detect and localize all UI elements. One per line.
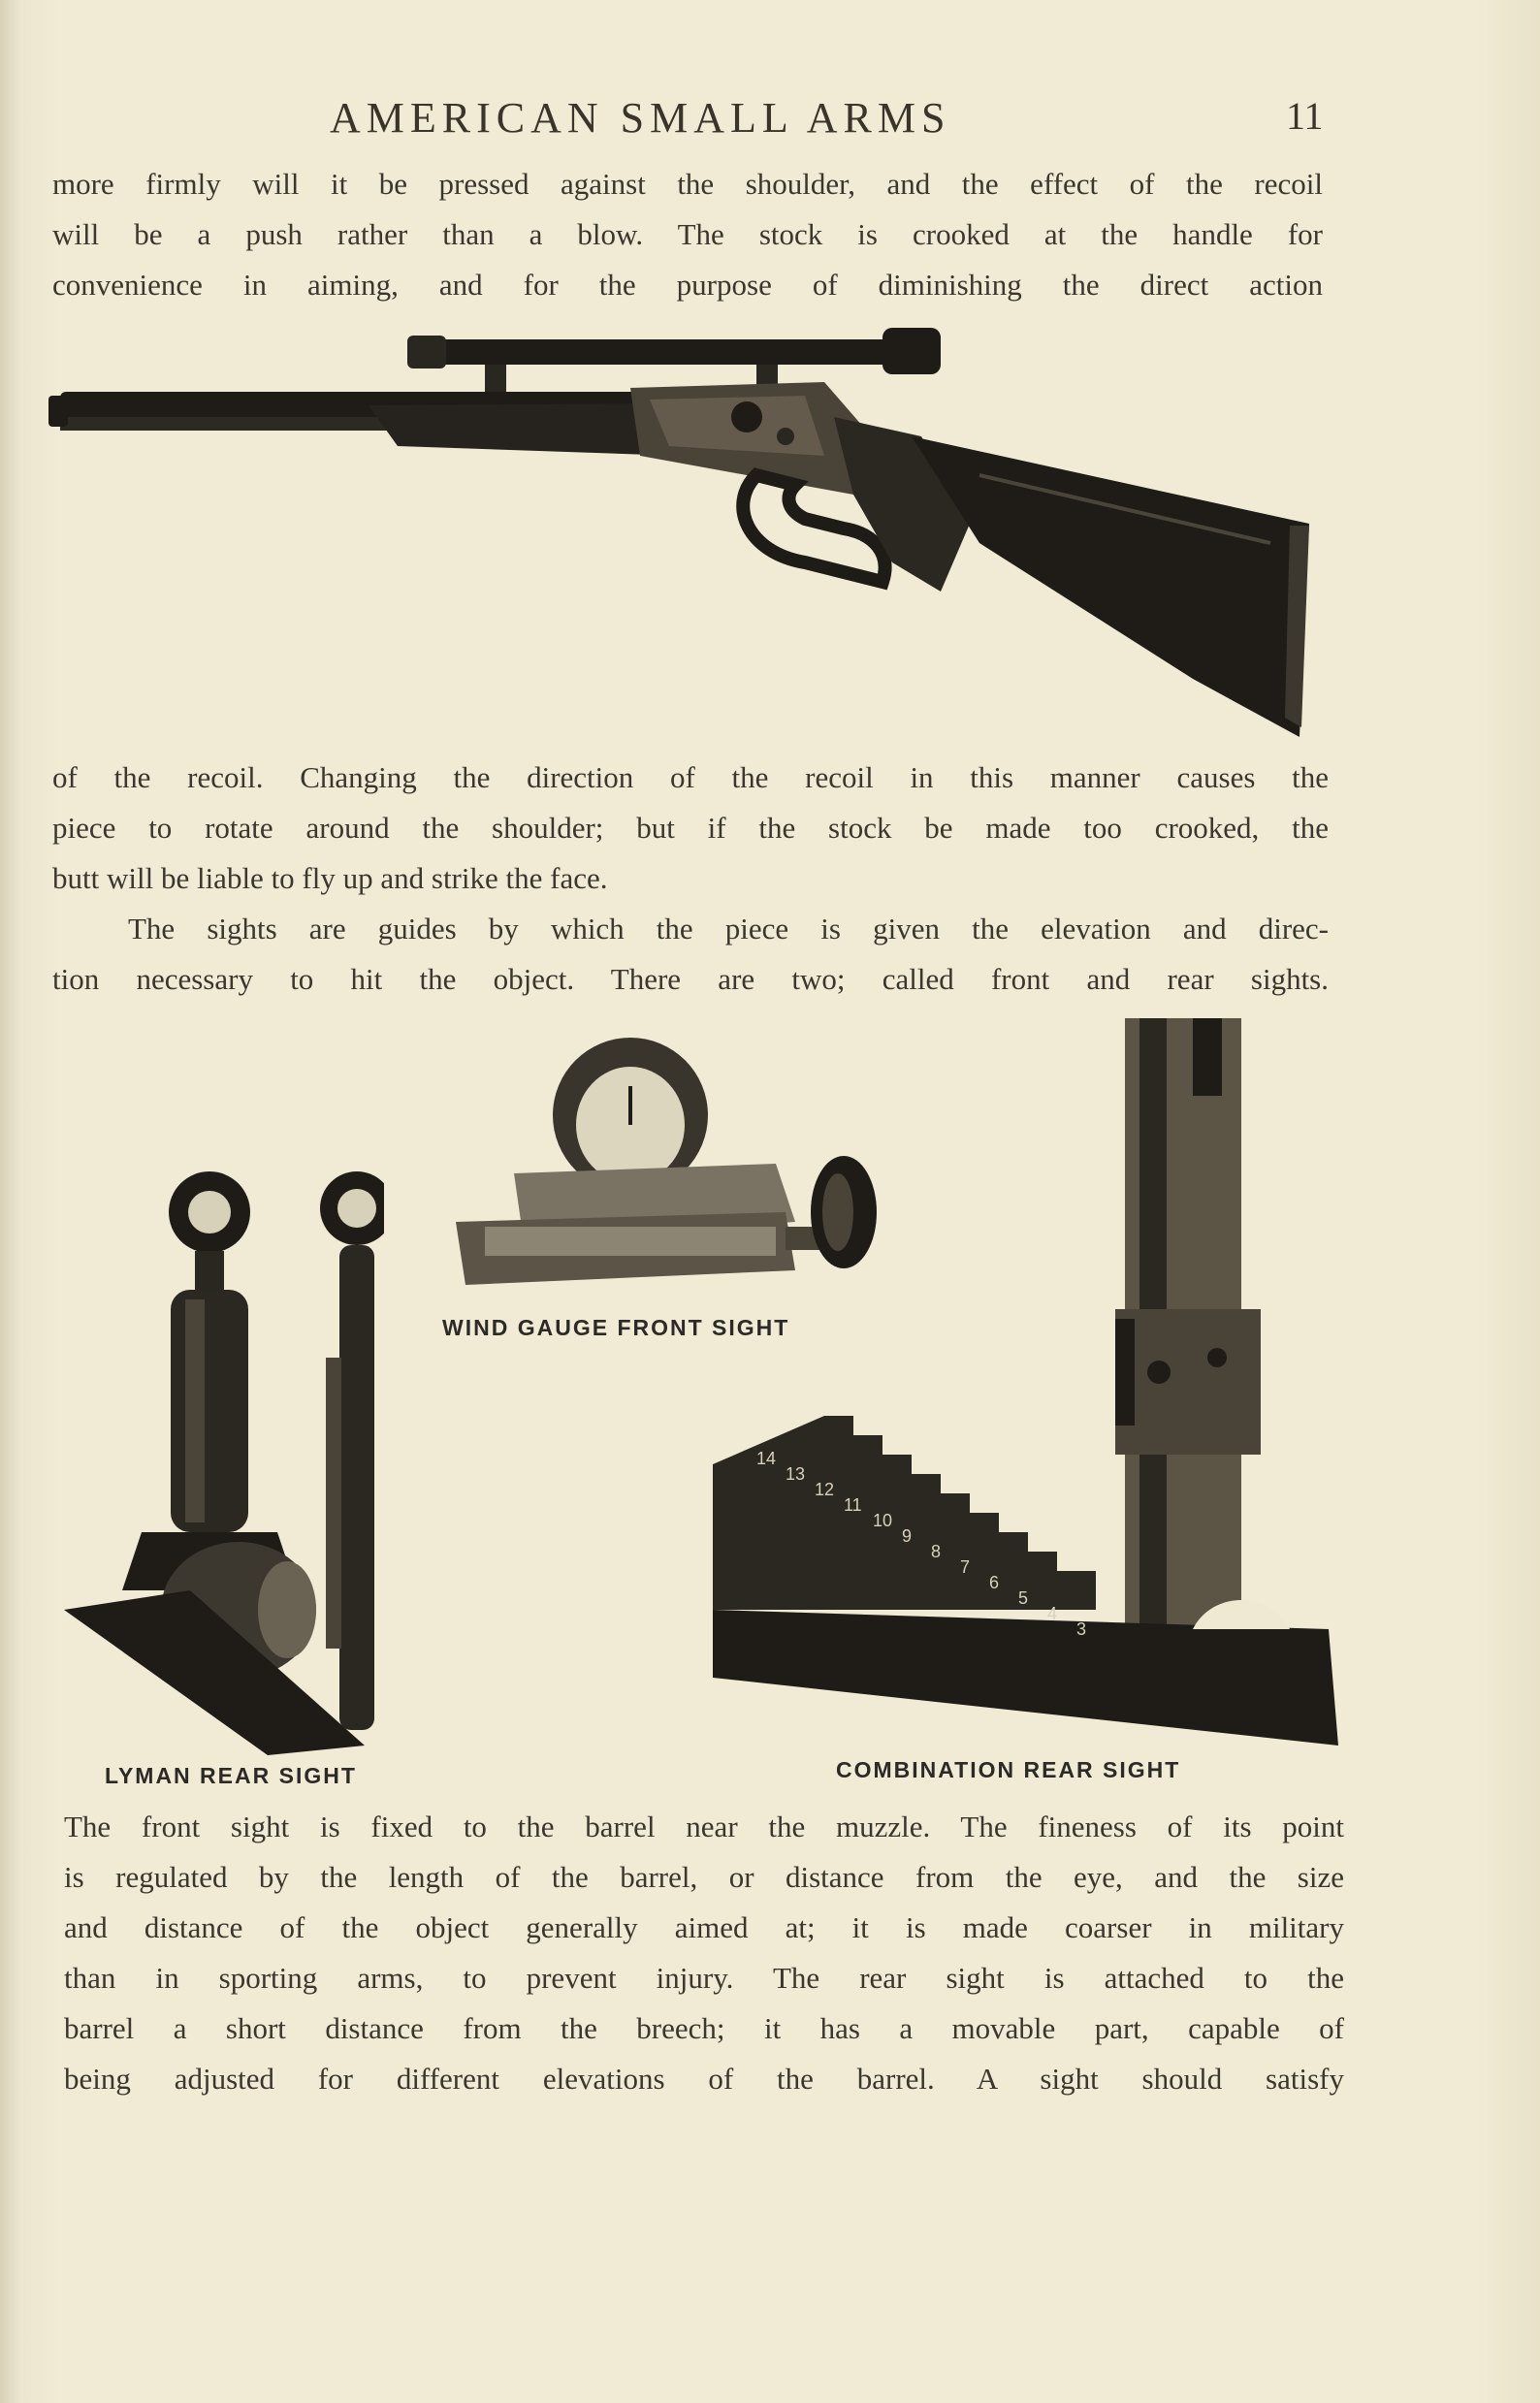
caption-lyman-rear-sight: LYMAN REAR SIGHT: [105, 1763, 357, 1788]
scale-mark: 4: [1047, 1604, 1058, 1623]
scale-mark: 7: [960, 1557, 971, 1577]
text-line: The sights are guides by which the piece is given the elevation and direc-: [128, 912, 1329, 945]
text-line: The front sight is fixed to the barrel near the muzzle. The fineness of its point: [64, 1810, 1344, 1843]
text-line: more firmly will it be pressed against the shoulder, and the effect of the recoil: [52, 167, 1323, 201]
text-line: than in sporting arms, to prevent injury. The rear sight is attached to the: [64, 1961, 1344, 1995]
text-line: is regulated by the length of the barrel, or distance from the eye, and the size: [64, 1860, 1344, 1894]
scale-mark: 11: [844, 1495, 862, 1515]
paragraph-block-1: [52, 159, 1323, 310]
scale-mark: 6: [989, 1573, 1000, 1592]
paragraph-block-3: [52, 904, 1329, 1005]
scale-mark: 10: [873, 1511, 893, 1530]
text-line: and distance of the object generally aimed at; it is made coarser in military: [64, 1910, 1344, 1944]
text-line: tion necessary to hit the object. There are two; called front and rear sights.: [52, 962, 1329, 996]
text-line: will be a push rather than a blow. The stock is crooked at the handle for: [52, 217, 1323, 251]
scale-mark: 8: [931, 1542, 942, 1561]
scale-mark: 5: [1018, 1588, 1029, 1608]
caption-combination-rear-sight: COMBINATION REAR SIGHT: [836, 1757, 1181, 1782]
text-line: barrel a short distance from the breech; it has a movable part, capable of: [64, 2011, 1344, 2045]
lyman-rear-sight-illustration: [64, 1164, 384, 1755]
rifle-illustration: [48, 310, 1329, 737]
text-line: butt will be liable to fly up and strike the face.: [52, 861, 608, 895]
paragraph-block-4: [64, 1802, 1344, 2104]
scale-mark: 9: [902, 1526, 913, 1546]
running-title: AMERICAN SMALL ARMS: [330, 94, 951, 142]
scale-mark: 3: [1076, 1619, 1087, 1639]
paragraph-block-2: [52, 753, 1329, 904]
scale-mark: 14: [756, 1449, 777, 1468]
text-line: piece to rotate around the shoulder; but if the stock be made too crooked, the: [52, 811, 1329, 845]
text-line: of the recoil. Changing the direction of the recoil in this manner causes the: [52, 760, 1329, 794]
scale-mark: 13: [786, 1464, 806, 1484]
scale-mark: 12: [815, 1480, 835, 1499]
page-number: 11: [1286, 94, 1324, 138]
text-line: being adjusted for different elevations of the barrel. A sight should satisfy: [64, 2062, 1344, 2096]
combination-rear-sight-illustration: [708, 1009, 1348, 1746]
caption-wind-gauge-front-sight: WIND GAUGE FRONT SIGHT: [442, 1315, 790, 1340]
text-line: convenience in aiming, and for the purpose of diminishing the direct action: [52, 268, 1323, 302]
